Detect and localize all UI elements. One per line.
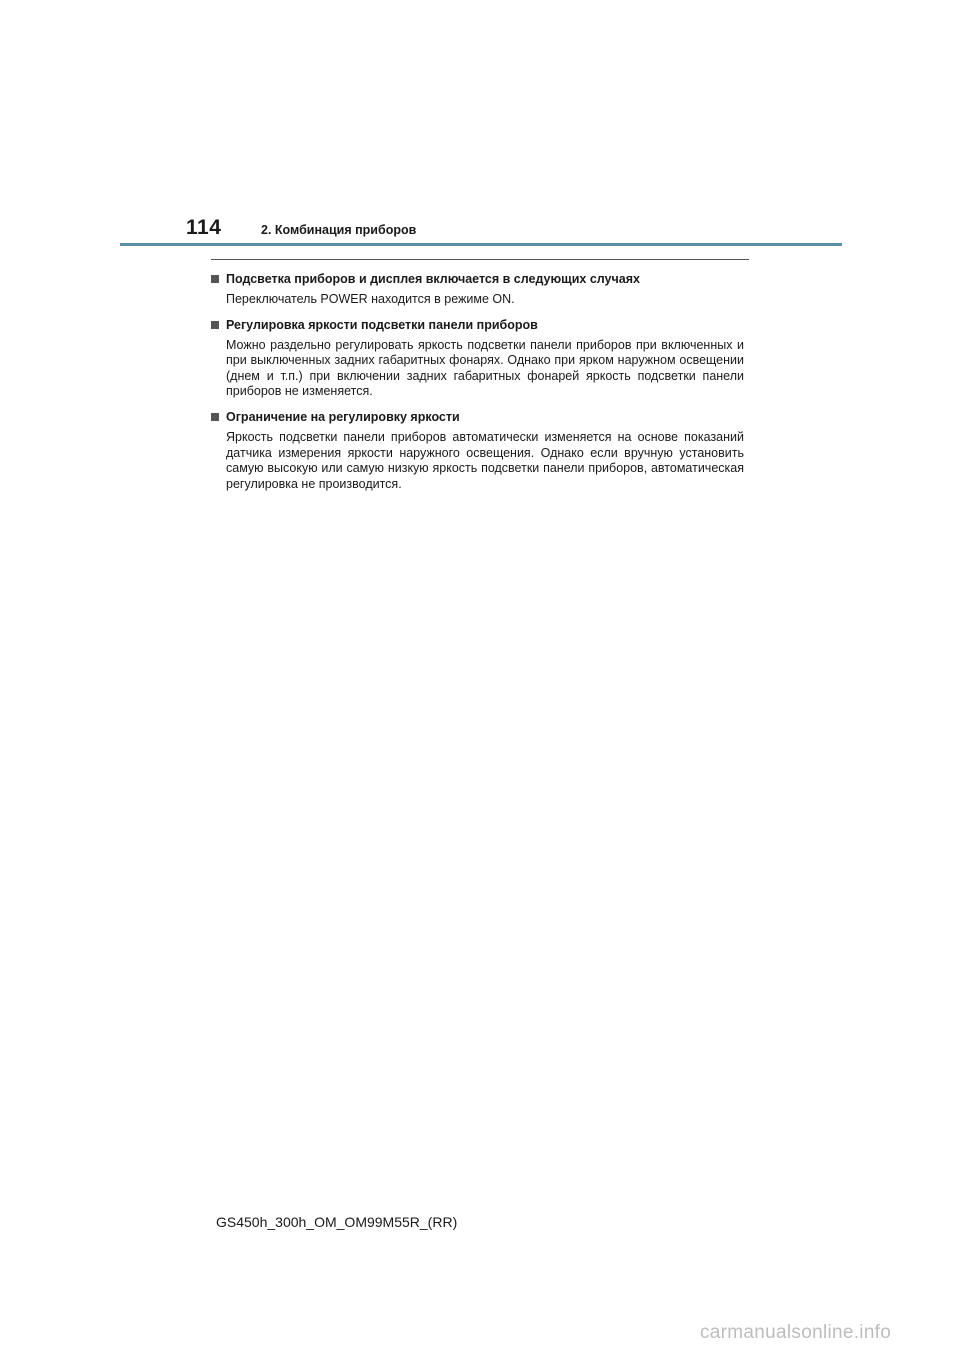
section-heading	[211, 269, 744, 289]
page-number: 114	[186, 216, 222, 239]
header-rule	[120, 243, 842, 246]
section-brightness-adjustment	[211, 315, 744, 400]
section-heading-text: Регулировка яркости подсветки панели приборов	[226, 317, 538, 332]
watermark: carmanualsonline.info	[700, 1322, 892, 1343]
section-heading-text: Подсветка приборов и дисплея включается в следующих случаях	[226, 272, 640, 286]
square-bullet-icon	[211, 413, 219, 421]
square-bullet-icon	[211, 321, 219, 329]
section-heading-text: Ограничение на регулировку яркости	[226, 409, 460, 424]
section-body: Яркость подсветки панели приборов автоматически изменяется на основе показаний датчика измерения яркости наружного освещения. Однако если вручную установить самую высокую или самую низкую яркость подсветки панели приборов, автоматическая регулировка не производится.	[226, 429, 744, 491]
section-body: Переключатель POWER находится в режиме ON.	[226, 292, 515, 306]
chapter-title: 2. Комбинация приборов	[261, 223, 417, 237]
content	[211, 269, 744, 499]
section-adjustment-limit	[211, 407, 744, 492]
section-divider	[211, 259, 749, 260]
section-heading	[211, 315, 744, 335]
section-body: Можно раздельно регулировать яркость подсветки панели приборов при включенных и при выключенных задних габаритных фонарях. Однако при ярком наружном освещении (днем и т.п.) при включении задних габаритных фонарей яркость подсветки панели приборов не изменяется.	[226, 337, 744, 399]
document-code: GS450h_300h_OM_OM99M55R_(RR)	[216, 1214, 458, 1230]
section-lighting-conditions	[211, 269, 744, 308]
square-bullet-icon	[211, 275, 219, 283]
section-heading	[211, 407, 744, 427]
